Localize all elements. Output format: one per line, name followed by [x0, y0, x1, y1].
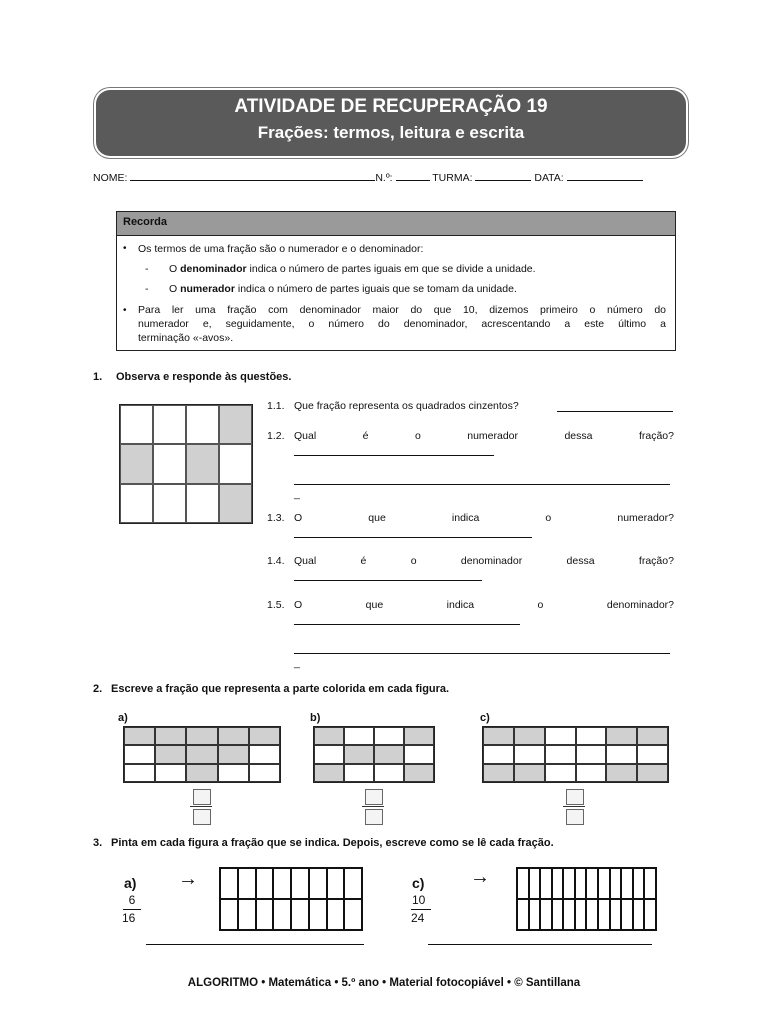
q2-label-b: b) [310, 712, 321, 724]
q3-a-answer-line[interactable] [146, 944, 364, 945]
q1-5-answer-line[interactable] [294, 624, 520, 625]
recorda-bullet-1: Os termos de uma fração são o numerador e o denominador: [138, 243, 424, 255]
q1-5-underscore: _ [294, 657, 300, 669]
recorda-numerador-line: O numerador indica o número de partes iguais que se tomam da unidade. [169, 283, 517, 295]
student-info-line [93, 170, 643, 184]
q3-number: 3. [93, 837, 103, 849]
q3-label-a: a) [124, 875, 137, 891]
q2-a-denominator-box[interactable] [193, 809, 211, 825]
q2-b-numerator-box[interactable] [365, 789, 383, 805]
bullet-icon: • [123, 243, 127, 254]
q1-1-text: Que fração representa os quadrados cinzentos? [294, 400, 519, 412]
grid-cell [186, 405, 219, 444]
fraction-bar [362, 806, 384, 807]
fraction-bar [411, 909, 431, 910]
title-banner [96, 90, 686, 156]
q1-5-answer-line-2[interactable] [294, 653, 670, 654]
grid-cell-gray [186, 444, 219, 483]
dash-icon: - [145, 283, 149, 295]
name-field[interactable] [130, 170, 375, 181]
q2-figure-c [482, 726, 669, 783]
q1-2-answer-line[interactable] [294, 455, 494, 456]
q1-2-text: Qual é o numerador dessa fração? [294, 430, 674, 442]
q2-number: 2. [93, 683, 103, 695]
grid-cell-gray [219, 484, 252, 523]
q3-a-numerator: 6 [128, 893, 136, 907]
recorda-denominador-line: O denominador indica o número de partes iguais em que se divide a unidade. [169, 263, 536, 275]
q1-3-number: 1.3. [267, 512, 285, 524]
q1-2-underscore: _ [294, 488, 300, 500]
recorda-title: Recorda [123, 216, 168, 228]
q3-label-c: c) [412, 875, 425, 891]
q1-square-grid [119, 404, 253, 524]
q3-c-denominator: 24 [411, 911, 425, 925]
date-field[interactable] [567, 170, 643, 181]
arrow-right-icon: → [178, 868, 198, 890]
q2-a-numerator-box[interactable] [193, 789, 211, 805]
q1-3-answer-line[interactable] [294, 537, 532, 538]
q2-figure-a [123, 726, 281, 783]
grid-cell [153, 444, 186, 483]
activity-title: ATIVIDADE DE RECUPERAÇÃO 19 [234, 96, 548, 117]
q1-text: Observa e responde às questões. [116, 371, 292, 383]
q1-1-number: 1.1. [267, 400, 285, 412]
q3-a-denominator: 16 [122, 911, 136, 925]
class-label: TURMA: [432, 172, 473, 184]
fraction-bar [123, 909, 141, 910]
name-label: NOME: [93, 172, 128, 184]
q3-c-answer-line[interactable] [428, 944, 652, 945]
class-field[interactable] [475, 170, 531, 181]
arrow-right-icon: → [470, 866, 490, 888]
q1-4-text: Qual é o denominador dessa fração? [294, 555, 674, 567]
number-field[interactable] [396, 170, 430, 181]
bullet-icon: • [123, 305, 127, 316]
grid-cell [153, 484, 186, 523]
q2-label-c: c) [480, 712, 490, 724]
q1-5-text: O que indica o denominador? [294, 599, 674, 611]
q1-4-answer-line[interactable] [294, 580, 482, 581]
q2-label-a: a) [118, 712, 128, 724]
q2-text: Escreve a fração que representa a parte colorida em cada figura. [111, 683, 450, 695]
dash-icon: - [145, 263, 149, 275]
q1-number: 1. [93, 371, 103, 383]
recorda-header [117, 212, 675, 236]
grid-cell [219, 444, 252, 483]
recorda-bullet-2: Para ler uma fração com denominador maior do que 10, dizemos primeiro o número do numerador e, seguidamente, o número do denominador, acrescentando a este último a terminação «-avos». [138, 304, 666, 344]
q1-5-number: 1.5. [267, 599, 285, 611]
date-label: DATA: [534, 172, 564, 184]
q3-figure-c[interactable] [516, 867, 657, 931]
grid-cell [120, 484, 153, 523]
grid-cell [186, 484, 219, 523]
activity-subtitle: Frações: termos, leitura e escrita [257, 123, 525, 142]
q3-figure-a[interactable] [219, 867, 363, 931]
q2-figure-b [313, 726, 435, 783]
grid-cell [120, 405, 153, 444]
q1-2-answer-line-2[interactable] [294, 484, 670, 485]
q3-c-numerator: 10 [412, 893, 426, 907]
q1-1-answer-line[interactable] [557, 411, 673, 412]
fraction-bar [563, 806, 585, 807]
grid-cell-gray [120, 444, 153, 483]
page-footer: ALGORITMO • Matemática • 5.º ano • Material fotocopiável • © Santillana [187, 977, 581, 989]
q3-text: Pinta em cada figura a fração que se indica. Depois, escreve como se lê cada fração. [111, 837, 554, 849]
grid-cell [153, 405, 186, 444]
q2-b-denominator-box[interactable] [365, 809, 383, 825]
q2-c-denominator-box[interactable] [566, 809, 584, 825]
q1-4-number: 1.4. [267, 555, 285, 567]
fraction-bar [190, 806, 212, 807]
q1-3-text: O que indica o numerador? [294, 512, 674, 524]
recorda-box [116, 211, 676, 351]
q1-2-number: 1.2. [267, 430, 285, 442]
grid-cell-gray [219, 405, 252, 444]
number-label: N.º: [375, 172, 393, 184]
q2-c-numerator-box[interactable] [566, 789, 584, 805]
